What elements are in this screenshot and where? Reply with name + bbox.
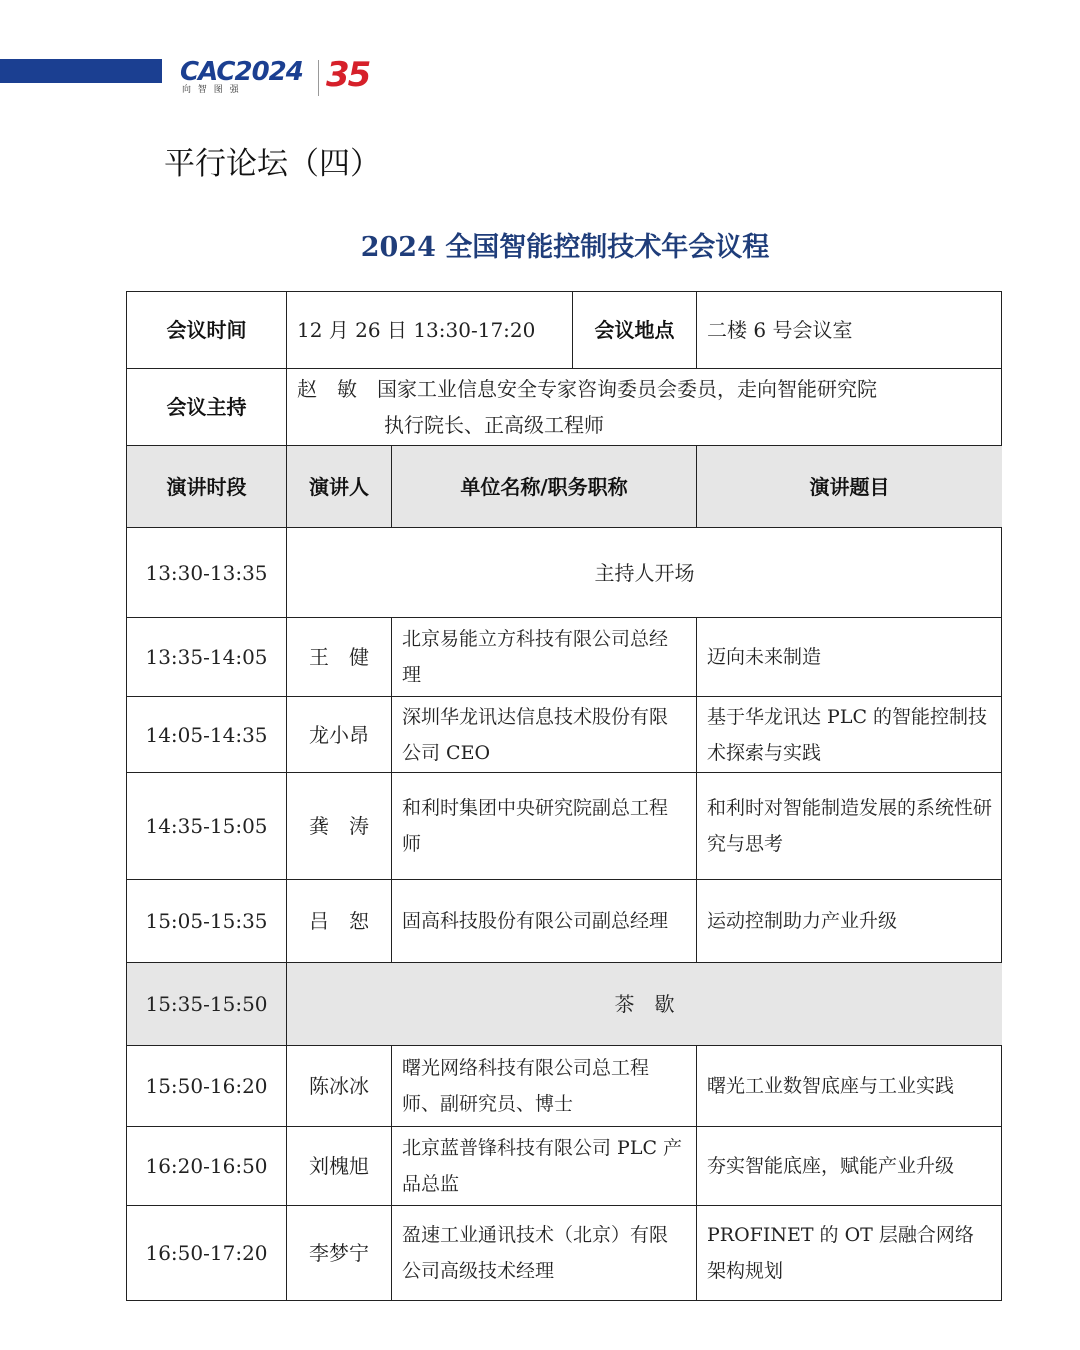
row-time: 15:50-16:20 — [127, 1046, 287, 1127]
logo-divider — [318, 60, 319, 96]
talk-topic: 迈向未来制造 — [697, 618, 1002, 697]
meeting-time-value: 12 月 26 日 13:30-17:20 — [287, 292, 573, 369]
row-time: 13:35-14:05 — [127, 618, 287, 697]
speaker-name: 龚 涛 — [287, 773, 392, 880]
column-header-time: 演讲时段 — [127, 446, 287, 528]
row-time: 14:35-15:05 — [127, 773, 287, 880]
logo-subtitle: 向 智 图 强 — [182, 85, 241, 95]
row-time: 16:20-16:50 — [127, 1127, 287, 1206]
logo-text: CAC2024 — [180, 57, 303, 87]
agenda-table — [126, 291, 1002, 1301]
speaker-organization: 曙光网络科技有限公司总工程师、副研究员、博士 — [392, 1046, 697, 1127]
row-time: 16:50-17:20 — [127, 1206, 287, 1300]
speaker-organization: 和利时集团中央研究院副总工程师 — [392, 773, 697, 880]
column-header-topic: 演讲题目 — [697, 446, 1002, 528]
meeting-host-value — [287, 369, 1002, 446]
cac2024-logo — [180, 55, 390, 98]
column-header-speaker: 演讲人 — [287, 446, 392, 528]
speaker-organization: 深圳华龙讯达信息技术股份有限公司 CEO — [392, 697, 697, 773]
speaker-organization: 固高科技股份有限公司副总经理 — [392, 880, 697, 963]
forum-title: 平行论坛（四） — [164, 146, 381, 182]
host-line-1: 赵 敏 国家工业信息安全专家咨询委员会委员，走向智能研究院 — [297, 377, 877, 401]
speaker-organization: 北京易能立方科技有限公司总经理 — [392, 618, 697, 697]
anniversary-35-logo: 35 — [326, 55, 370, 95]
row-time: 15:05-15:35 — [127, 880, 287, 963]
meeting-time-label: 会议时间 — [127, 292, 287, 369]
speaker-name: 李梦宁 — [287, 1206, 392, 1300]
talk-topic: 运动控制助力产业升级 — [697, 880, 1002, 963]
row-time: 14:05-14:35 — [127, 697, 287, 773]
speaker-organization: 北京蓝普锋科技有限公司 PLC 产品总监 — [392, 1127, 697, 1206]
meeting-venue-value: 二楼 6 号会议室 — [697, 292, 1002, 369]
talk-topic: 曙光工业数智底座与工业实践 — [697, 1046, 1002, 1127]
document-title: 2024 全国智能控制技术年会议程 — [360, 232, 770, 263]
tea-break: 茶 歇 — [287, 963, 1002, 1046]
talk-topic: 基于华龙讯达 PLC 的智能控制技术探索与实践 — [697, 697, 1002, 773]
meeting-venue-label: 会议地点 — [573, 292, 697, 369]
row-time: 13:30-13:35 — [127, 528, 287, 618]
speaker-name: 陈冰冰 — [287, 1046, 392, 1127]
speaker-name: 刘槐旭 — [287, 1127, 392, 1206]
row-time: 15:35-15:50 — [127, 963, 287, 1046]
speaker-name: 吕 恕 — [287, 880, 392, 963]
meeting-host-label: 会议主持 — [127, 369, 287, 446]
host-line-2: 执行院长、正高级工程师 — [384, 413, 604, 437]
opening-session: 主持人开场 — [287, 528, 1002, 618]
talk-topic: 和利时对智能制造发展的系统性研究与思考 — [697, 773, 1002, 880]
talk-topic: PROFINET 的 OT 层融合网络架构规划 — [707, 1224, 974, 1282]
header-accent-bar — [0, 59, 162, 83]
column-header-organization: 单位名称/职务职称 — [392, 446, 697, 528]
talk-topic: 夯实智能底座，赋能产业升级 — [697, 1127, 1002, 1206]
speaker-name: 龙小昂 — [287, 697, 392, 773]
speaker-name: 王 健 — [287, 618, 392, 697]
speaker-organization: 盈速工业通讯技术（北京）有限公司高级技术经理 — [392, 1206, 697, 1300]
